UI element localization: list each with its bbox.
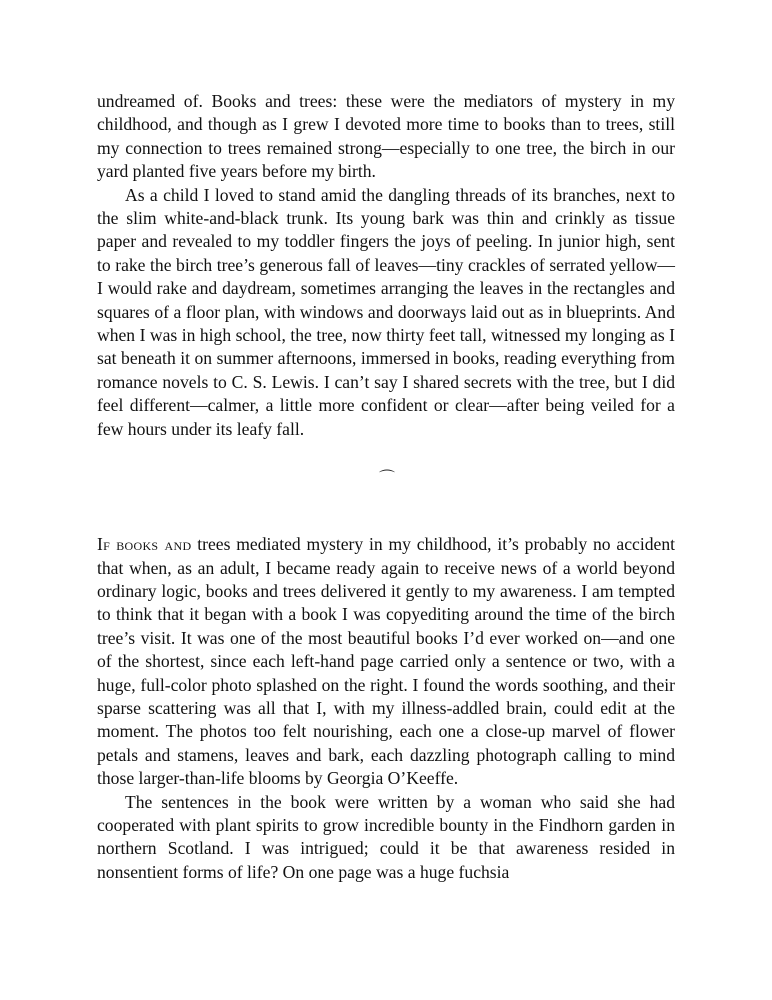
book-page <box>97 90 675 884</box>
small-caps-lead-in: If books and <box>97 534 192 555</box>
section-break-ornament-icon: ⌒ <box>379 470 396 488</box>
section-break <box>97 441 675 533</box>
paragraph-section-opening-text: trees mediated mystery in my childhood, it’s probably no accident that when, as an adult, I became ready again to receive news of a world beyond ordinary logic, books and trees delivered it gently to my awareness. I am tempted to think that it began with a book I was copyediting around the time of the birch tree’s visit. It was one of the most beautiful books I’d ever worked on—and one of the shortest, since each left-hand page carried only a sentence or two, with a huge, full-color photo splashed on the right. I found the words soothing, and their sparse scattering was all that I, with my illness-addled brain, could edit at the moment. The photos too felt nourishing, each one a close-up marvel of flower petals and stamens, leaves and bark, each dazzling photograph calling to mind those larger-than-life blooms by Georgia O’Keeffe. <box>97 534 675 789</box>
paragraph-findhorn: The sentences in the book were written by a woman who said she had cooperated with plant spirits to grow incredible bounty in the Findhorn garden in northern Scotland. I was intrigued; could it be that awareness resided in nonsentient forms of life? On one page was a huge fuchsia <box>97 791 675 882</box>
paragraph-section-opening <box>97 533 675 790</box>
paragraph-continued: undreamed of. Books and trees: these were the mediators of mystery in my childhood, and though as I grew I devoted more time to books than to trees, still my connection to trees remained strong—especially to one tree, the birch in our yard planted five years before my birth. <box>97 91 675 182</box>
paragraph-birch-childhood: As a child I loved to stand amid the dangling threads of its branches, next to the slim white-and-black trunk. Its young bark was thin and crinkly as tissue paper and revealed to my toddler fingers the joys of peeling. In junior high, sent to rake the birch tree’s generous fall of leaves—tiny crackles of serrated yellow—I would rake and daydream, sometimes arranging the leaves in the rectangles and squares of a floor plan, with windows and doorways laid out as in blueprints. And when I was in high school, the tree, now thirty feet tall, witnessed my longing as I sat beneath it on summer afternoons, immersed in books, reading everything from romance novels to C. S. Lewis. I can’t say I shared secrets with the tree, but I did feel different—calmer, a little more confident or clear—after being veiled for a few hours under its leafy fall. <box>97 184 675 439</box>
